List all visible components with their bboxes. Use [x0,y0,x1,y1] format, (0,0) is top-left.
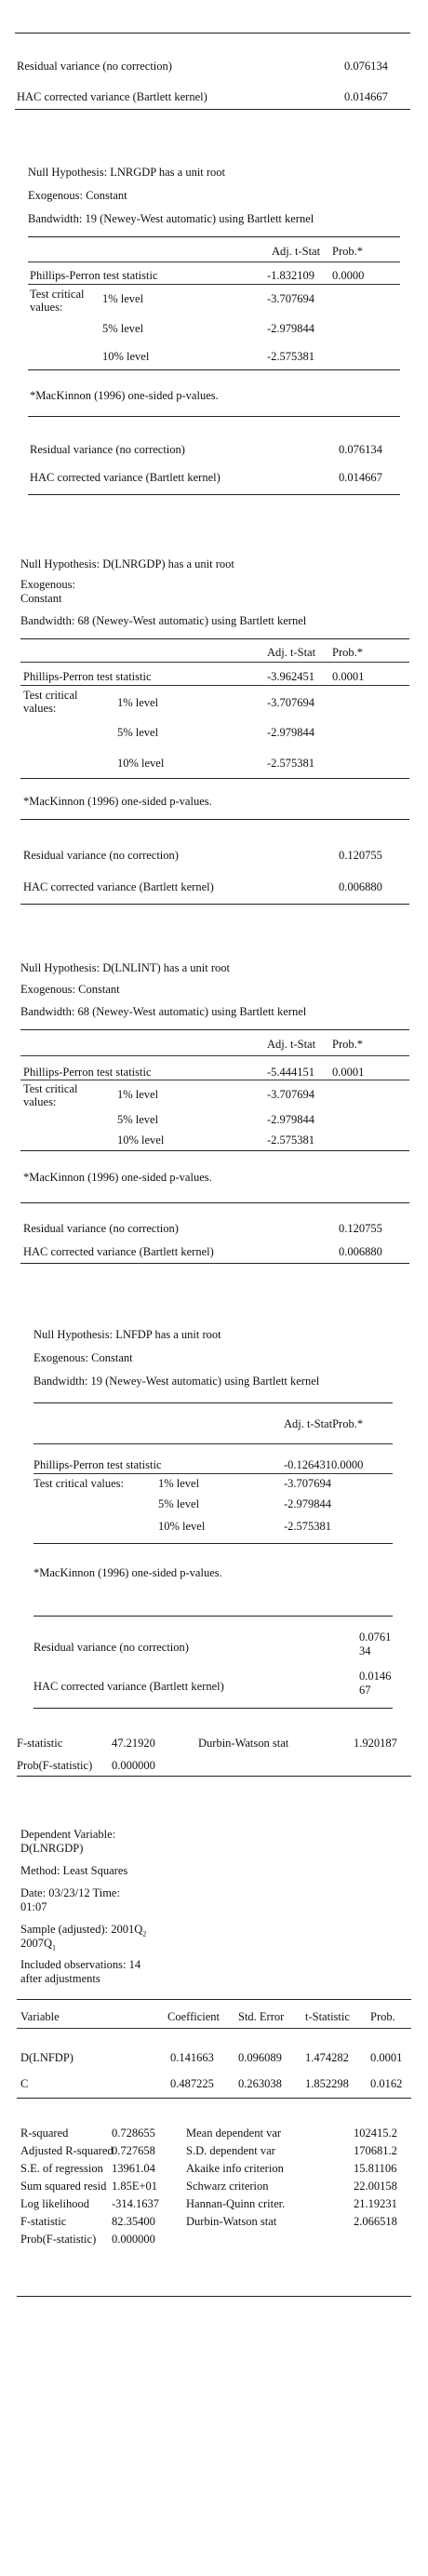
col-coefficient: Coefficient [167,2010,220,2023]
residual-variance-value-cont: 34 [359,1644,371,1657]
sample-end-sub: 1 [52,1943,57,1952]
divider [20,1055,409,1056]
hac-variance-value: 0.0146 [359,1670,392,1683]
mackinnon-note: *MacKinnon (1996) one-sided p-values. [23,1171,212,1184]
stat-value: -314.1637 [112,2197,160,2210]
level-1pct: 1% level [117,696,159,709]
residual-variance-label: Residual variance (no correction) [30,443,185,456]
level-1pct-value: -3.707694 [267,292,315,305]
divider [20,1029,409,1030]
level-10pct-value: -2.575381 [267,1134,315,1147]
hac-variance-label: HAC corrected variance (Bartlett kernel) [23,1245,214,1258]
stat-label-2: Durbin-Watson stat [186,2215,277,2228]
test-critical-label: Test critical values: [33,1477,125,1490]
test-critical-label-2: values: [23,702,57,715]
divider [20,1202,409,1203]
stat-label-2: S.D. dependent var [186,2144,275,2157]
test-critical-label: Test critical [23,689,78,702]
row-prob: 0.0001 [370,2051,403,2064]
prob-f-label: Prob(F-statistic) [17,1759,93,1772]
pp-stat-value: -0.1264310.0000 [284,1458,364,1471]
bandwidth: Bandwidth: 19 (Newey-West automatic) using Bartlett kernel [28,212,314,225]
row-std-error: 0.263038 [238,2077,282,2090]
durbin-watson-label: Durbin-Watson stat [198,1737,289,1750]
level-5pct: 5% level [117,726,159,739]
stat-label: F-statistic [20,2215,67,2228]
stat-value: 1.85E+01 [112,2180,158,2193]
included-observations-cont: after adjustments [20,1972,100,1985]
residual-variance-value: 0.120755 [339,849,382,862]
date-time: Date: 03/23/12 Time: [20,1886,120,1899]
stat-label: Log likelihood [20,2197,89,2210]
row-variable: D(LNFDP) [20,2051,74,2064]
test-critical-label: Test critical [30,288,85,301]
divider [17,1999,411,2000]
col-prob: Prob.* [332,245,363,258]
sample-start: Sample (adjusted): 2001Q [20,1923,143,1936]
divider [17,2296,411,2297]
mackinnon-note: *MacKinnon (1996) one-sided p-values. [30,389,219,402]
stat-value: 0.728655 [112,2127,155,2140]
exogenous: Exogenous: Constant [20,983,120,996]
sample-end: 2007Q [20,1937,53,1950]
date-time-cont: 01:07 [20,1900,47,1913]
divider [28,369,400,370]
stat-label: Adjusted R-squared [20,2144,114,2157]
pp-prob-value: 0.0001 [332,1066,365,1079]
divider [33,1708,393,1709]
test-critical-label-2: values: [23,1095,57,1108]
hac-variance-value-cont: 67 [359,1684,371,1697]
residual-variance-value: 0.076134 [344,60,388,73]
row-prob: 0.0162 [370,2077,403,2090]
level-1pct-value: -3.707694 [267,1088,315,1101]
stat-value: 13961.04 [112,2162,155,2175]
included-observations: Included observations: 14 [20,1958,141,1971]
divider [20,904,409,905]
col-prob: Prob.* [332,646,363,659]
row-variable: C [20,2077,29,2090]
bandwidth: Bandwidth: 68 (Newey-West automatic) using Bartlett kernel [20,614,307,627]
stat-value-2: 22.00158 [354,2180,397,2193]
level-10pct: 10% level [117,1134,165,1147]
hac-variance-label: HAC corrected variance (Bartlett kernel) [23,880,214,893]
divider [15,33,410,34]
sample-start-sub: 2 [142,1929,147,1939]
stat-label-2: Schwarz criterion [186,2180,269,2193]
divider [20,638,409,639]
mackinnon-note: *MacKinnon (1996) one-sided p-values. [33,1566,222,1579]
divider [28,284,400,285]
stat-label-2: Hannan-Quinn criter. [186,2197,286,2210]
row-t-statistic: 1.852298 [305,2077,349,2090]
f-statistic-value: 47.21920 [112,1737,155,1750]
hac-variance-label: HAC corrected variance (Bartlett kernel) [17,90,207,103]
level-1pct-value: -3.707694 [284,1477,332,1490]
exogenous-value: Constant [20,592,62,605]
stat-label-2: Akaike info criterion [186,2162,284,2175]
stat-label: R-squared [20,2127,69,2140]
null-hypothesis: Null Hypothesis: D(LNLINT) has a unit root [20,961,230,974]
residual-variance-value: 0.076134 [339,443,382,456]
col-adj-t-stat: Adj. t-Stat [272,245,321,258]
stat-value: 82.35400 [112,2215,155,2228]
level-5pct: 5% level [102,322,144,335]
col-adj-t-stat: Adj. t-Stat [267,1038,316,1051]
level-10pct-value: -2.575381 [267,757,315,770]
sample-adjusted-cont [20,1937,56,1955]
prob-f-value: 0.000000 [112,1759,155,1772]
col-adj-t-stat: Adj. t-Stat [267,646,316,659]
null-hypothesis: Null Hypothesis: LNRGDP has a unit root [28,166,226,179]
divider [28,236,400,237]
level-10pct: 10% level [117,757,165,770]
stat-label: Sum squared resid [20,2180,107,2193]
divider [20,662,409,663]
divider [20,685,409,686]
level-5pct-value: -2.979844 [267,726,315,739]
hac-variance-value: 0.014667 [344,90,388,103]
method: Method: Least Squares [20,1864,128,1877]
level-10pct: 10% level [158,1520,206,1533]
divider [17,1776,411,1777]
residual-variance-label: Residual variance (no correction) [23,1222,179,1235]
residual-variance-label: Residual variance (no correction) [23,849,179,862]
pp-stat-value: -1.832109 [267,269,315,282]
pp-stat-label: Phillips-Perron test statistic [33,1458,162,1471]
col-prob: Prob. [370,2010,395,2023]
pp-stat-value: -3.962451 [267,670,315,683]
divider [17,2028,411,2029]
row-coefficient: 0.141663 [170,2051,214,2064]
stat-value-2: 170681.2 [354,2144,397,2157]
level-5pct-value: -2.979844 [267,322,315,335]
hac-variance-label: HAC corrected variance (Bartlett kernel) [30,471,221,484]
stat-label: Prob(F-statistic) [20,2233,97,2246]
level-1pct-value: -3.707694 [267,696,315,709]
row-t-statistic: 1.474282 [305,2051,349,2064]
divider [20,778,409,779]
divider [28,416,400,417]
col-variable: Variable [20,2010,60,2023]
divider [28,494,400,495]
stat-label-2: Mean dependent var [186,2127,282,2140]
residual-variance-label: Residual variance (no correction) [17,60,172,73]
col-adj-t-stat-prob: Adj. t-StatProb.* [284,1417,364,1430]
residual-variance-label: Residual variance (no correction) [33,1641,189,1654]
col-std-error: Std. Error [238,2010,285,2023]
dependent-variable-value: D(LNRGDP) [20,1842,84,1855]
divider [20,1263,409,1264]
durbin-watson-value: 1.920187 [354,1737,397,1750]
stat-value: 0.727658 [112,2144,155,2157]
exogenous: Exogenous: Constant [28,189,127,202]
hac-variance-value: 0.006880 [339,880,382,893]
exogenous: Exogenous: [20,578,76,591]
divider [33,1616,393,1617]
divider [33,1543,393,1544]
level-10pct-value: -2.575381 [284,1520,332,1533]
row-coefficient: 0.487225 [170,2077,214,2090]
pp-stat-value: -5.444151 [267,1066,315,1079]
f-statistic-label: F-statistic [17,1737,63,1750]
residual-variance-value: 0.0761 [359,1630,392,1644]
level-5pct: 5% level [158,1497,200,1510]
test-critical-label: Test critical [23,1082,78,1095]
stat-value: 0.000000 [112,2233,155,2246]
stat-value-2: 102415.2 [354,2127,397,2140]
residual-variance-value: 0.120755 [339,1222,382,1235]
level-1pct: 1% level [102,292,144,305]
level-1pct: 1% level [158,1477,200,1490]
col-prob: Prob.* [332,1038,363,1051]
dependent-variable-label: Dependent Variable: [20,1828,116,1841]
divider [33,1443,393,1444]
divider [15,109,410,110]
divider [17,2098,411,2099]
pp-prob-value: 0.0001 [332,670,365,683]
exogenous: Exogenous: Constant [33,1351,133,1364]
test-critical-label-2: values: [30,301,63,314]
stat-value-2: 21.19231 [354,2197,397,2210]
bandwidth: Bandwidth: 19 (Newey-West automatic) using Bartlett kernel [33,1375,320,1388]
mackinnon-note: *MacKinnon (1996) one-sided p-values. [23,795,212,808]
stat-value-2: 2.066518 [354,2215,397,2228]
hac-variance-label: HAC corrected variance (Bartlett kernel) [33,1680,224,1693]
divider [33,1473,393,1474]
level-10pct: 10% level [102,350,150,363]
divider [33,1402,393,1403]
level-10pct-value: -2.575381 [267,350,315,363]
divider [20,1150,409,1151]
col-t-statistic: t-Statistic [305,2010,350,2023]
level-5pct-value: -2.979844 [284,1497,332,1510]
divider [20,819,409,820]
bandwidth: Bandwidth: 68 (Newey-West automatic) using Bartlett kernel [20,1005,307,1018]
stat-value-2: 15.81106 [354,2162,397,2175]
pp-prob-value: 0.0000 [332,269,365,282]
hac-variance-value: 0.006880 [339,1245,382,1258]
pp-stat-label: Phillips-Perron test statistic [23,1066,152,1079]
null-hypothesis: Null Hypothesis: D(LNRGDP) has a unit root [20,557,234,570]
row-std-error: 0.096089 [238,2051,282,2064]
level-5pct: 5% level [117,1113,159,1126]
stat-label: S.E. of regression [20,2162,103,2175]
level-1pct: 1% level [117,1088,159,1101]
hac-variance-value: 0.014667 [339,471,382,484]
pp-stat-label: Phillips-Perron test statistic [30,269,158,282]
level-5pct-value: -2.979844 [267,1113,315,1126]
null-hypothesis: Null Hypothesis: LNFDP has a unit root [33,1328,221,1341]
pp-stat-label: Phillips-Perron test statistic [23,670,152,683]
